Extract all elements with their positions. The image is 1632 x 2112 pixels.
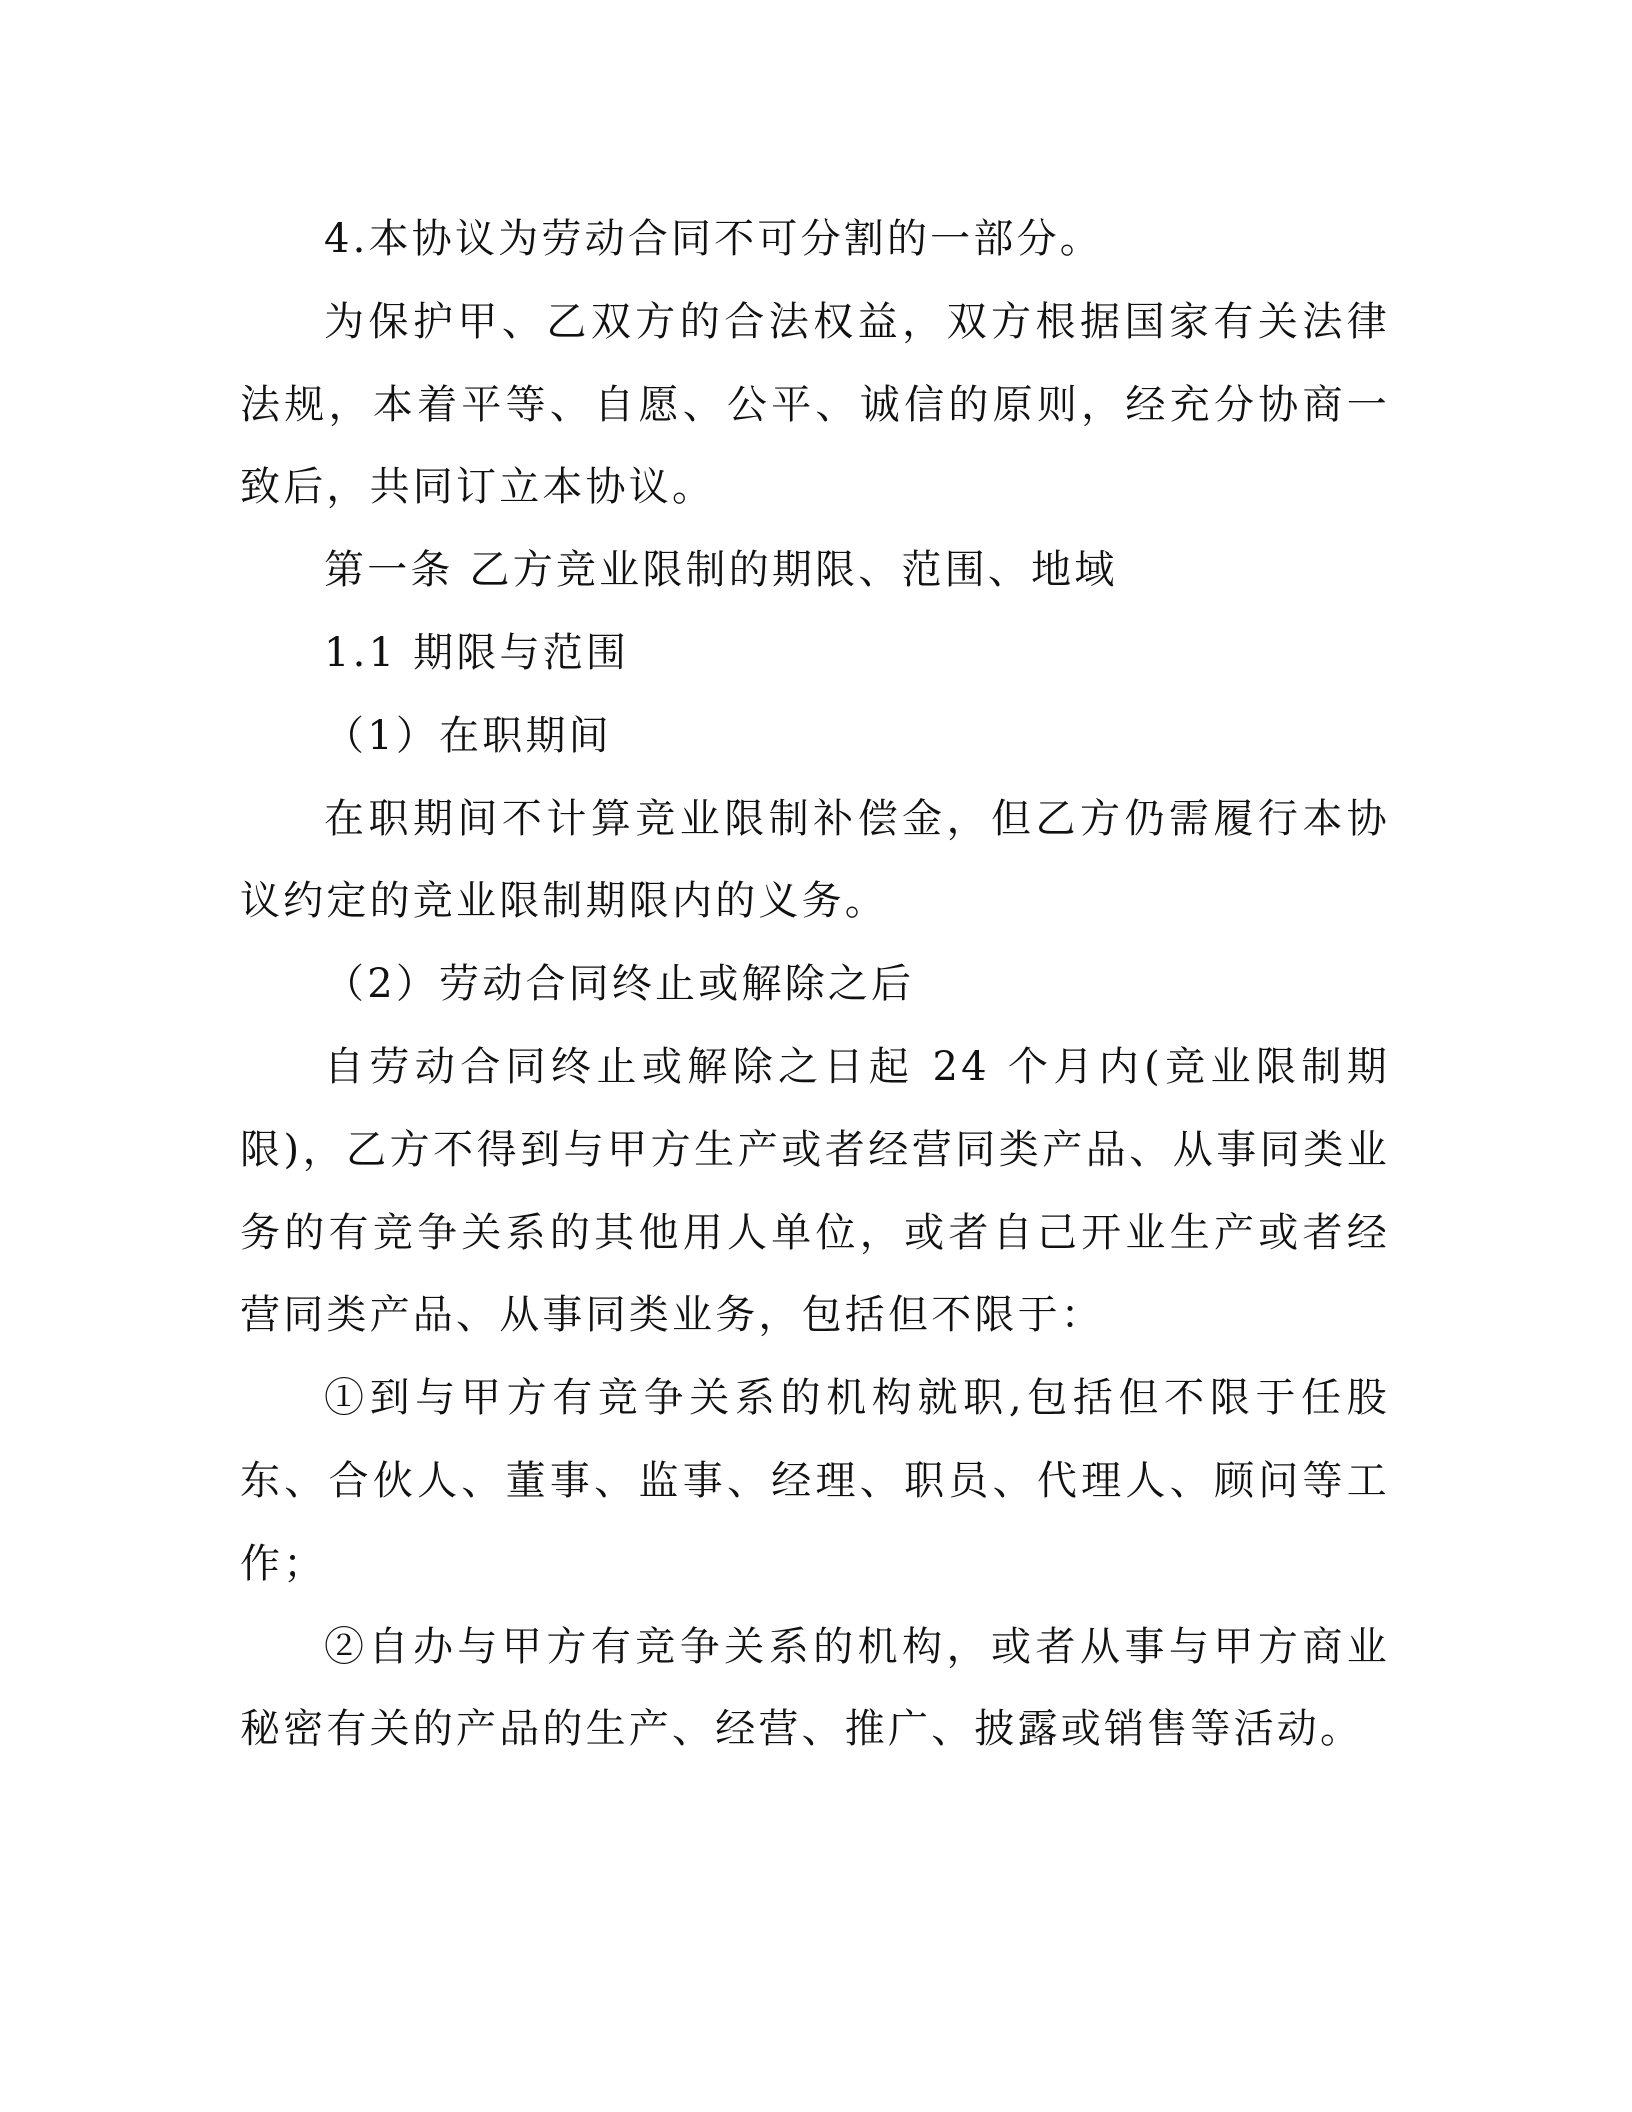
item-1-paragraph: 在职期间不计算竞业限制补偿金，但乙方仍需履行本协议约定的竞业限制期限内的义务。 bbox=[240, 795, 1390, 925]
preamble-paragraph: 为保护甲、乙双方的合法权益，双方根据国家有关法律法规，本着平等、自愿、公平、诚信的原则，经充分协商一致后，共同订立本协议。 bbox=[240, 298, 1390, 511]
item-2-paragraph: 自劳动合同终止或解除之日起 24 个月内(竞业限制期限)，乙方不得到与甲方生产或者经营同类产品、从事同类业务的有竞争关系的其他用人单位，或者自己开业生产或者经营同类产品、从事同类业务，包括但不限于： bbox=[240, 1043, 1390, 1339]
section-1-1-heading: 1.1 期限与范围 bbox=[324, 629, 630, 676]
clause-4-paragraph: 4.本协议为劳动合同不可分割的一部分。 bbox=[324, 216, 1103, 262]
list-item-1: ①到与甲方有竞争关系的机构就职,包括但不限于任股东、合伙人、董事、监事、经理、职员、代理人、顾问等工作； bbox=[240, 1375, 1390, 1587]
item-1-heading: （1）在职期间 bbox=[324, 712, 612, 759]
document-body bbox=[240, 198, 1390, 1771]
article-1-heading: 第一条 乙方竞业限制的期限、范围、地域 bbox=[324, 547, 1118, 594]
item-2-heading: （2）劳动合同终止或解除之后 bbox=[324, 961, 915, 1008]
list-item-2: ②自办与甲方有竞争关系的机构，或者从事与甲方商业秘密有关的产品的生产、经营、推广、披露或销售等活动。 bbox=[240, 1623, 1390, 1753]
